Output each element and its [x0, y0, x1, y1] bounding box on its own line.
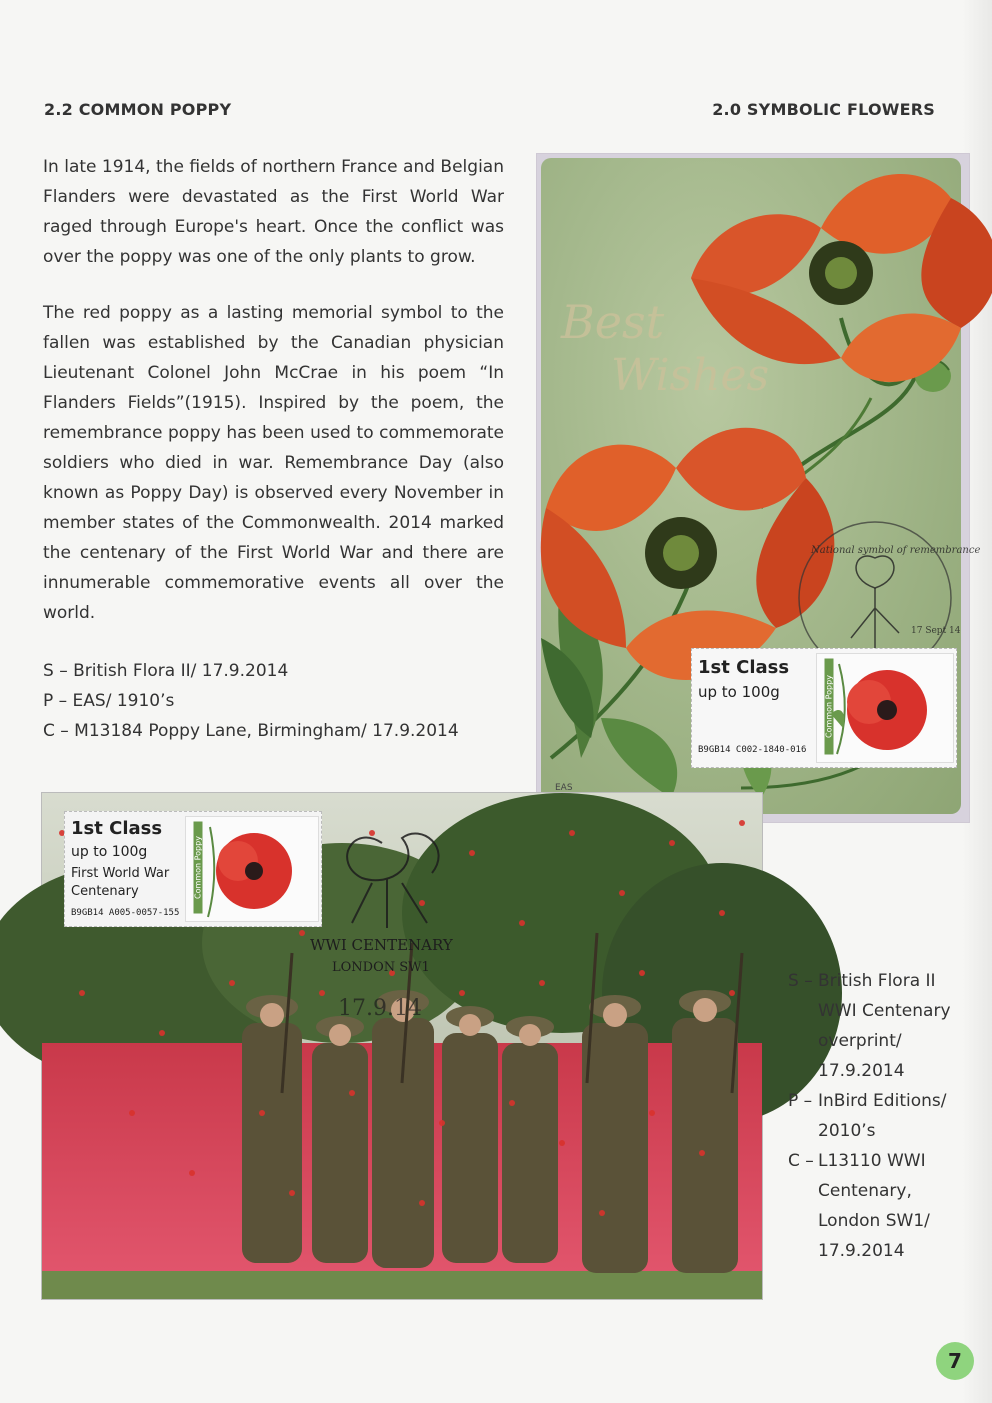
wwi-centenary-postcard [42, 793, 762, 1299]
stamp-poppy-image [186, 817, 318, 921]
postcard2-publisher-ref [788, 1086, 958, 1146]
postcard1-stamp [691, 648, 957, 768]
ref-value: InBird Editions/ 2010’s [818, 1091, 947, 1141]
postmark-line1: WWI CENTENARY [310, 936, 453, 954]
ref-value: British Flora II WWI Centenary overprint/ 17.9.2014 [818, 971, 951, 1081]
stamp-weight: up to 100g [698, 683, 780, 701]
postmark-ring-text: National symbol of remembrance [811, 545, 981, 556]
page-number: 7 [936, 1342, 974, 1380]
stamp-poppy-image [817, 654, 953, 762]
postcard2-references [788, 966, 958, 1266]
postcard1-references [43, 656, 459, 746]
ref-key: S – [788, 971, 813, 991]
intro-paragraph: In late 1914, the fields of northern France and Belgian Flanders were devastated as the First World War raged through Europe's heart. Once the conflict was over the poppy was one of the only plants to grow. [43, 157, 504, 267]
history-paragraph: The red poppy as a lasting memorial symbol to the fallen was established by the Canadian physician Lieutenant Colonel John McCrae in his poem “In Flanders Fields”(1915). Inspired by the poem, the remembrance poppy has been used to commemorate soldiers who died in war. Remembrance Day (also known as Poppy Day) is observed every November in member states of the Commonwealth. 2014 marked the centenary of the First World War and there are innumerable commemorative events all over the world. [43, 303, 504, 623]
postcard1-cancel-ref: C – M13184 Poppy Lane, Birmingham/ 17.9.2014 [43, 721, 459, 741]
stamp-side-text: Common Poppy [825, 659, 834, 755]
stamp-code: B9GB14 C002-1840-016 [698, 745, 807, 755]
stamp-overprint-line1: First World War [71, 866, 170, 881]
chapter-title: 2.0 SYMBOLIC FLOWERS [712, 100, 935, 119]
ref-key: C – [788, 1151, 814, 1171]
ref-key: P – [788, 1091, 813, 1111]
postcard2-stamp [64, 811, 322, 927]
vintage-poppy-postcard [537, 154, 981, 822]
stamp-overprint-line2: Centenary [71, 884, 139, 899]
postmark-line2: LONDON SW1 [332, 960, 430, 975]
postmark-date: 17.9.14 [338, 996, 422, 1021]
stamp-class: 1st Class [71, 818, 163, 839]
stamp-class: 1st Class [698, 657, 790, 678]
stamp-side-text: Common Poppy [194, 822, 203, 914]
postmark-date: 17 Sept 14 [911, 626, 961, 636]
postcard2-cancel-ref [788, 1146, 958, 1266]
vintage-postcard-image [541, 158, 981, 814]
greeting-best: Best [561, 295, 665, 349]
postcard1-publisher-ref: P – EAS/ 1910’s [43, 691, 175, 711]
publisher-mark: EAS [555, 783, 573, 793]
stamp-image [816, 653, 954, 763]
section-title: 2.2 COMMON POPPY [44, 100, 232, 119]
ref-value: L13110 WWI Centenary, London SW1/ 17.9.2014 [818, 1151, 930, 1261]
stamp-code: B9GB14 A005-0057-155 [71, 908, 180, 918]
stamp-image [185, 816, 319, 922]
postcard1-stamp-ref: S – British Flora II/ 17.9.2014 [43, 661, 289, 681]
stamp-weight: up to 100g [71, 844, 148, 860]
postcard2-stamp-ref [788, 966, 958, 1086]
greeting-wishes: Wishes [611, 350, 770, 401]
